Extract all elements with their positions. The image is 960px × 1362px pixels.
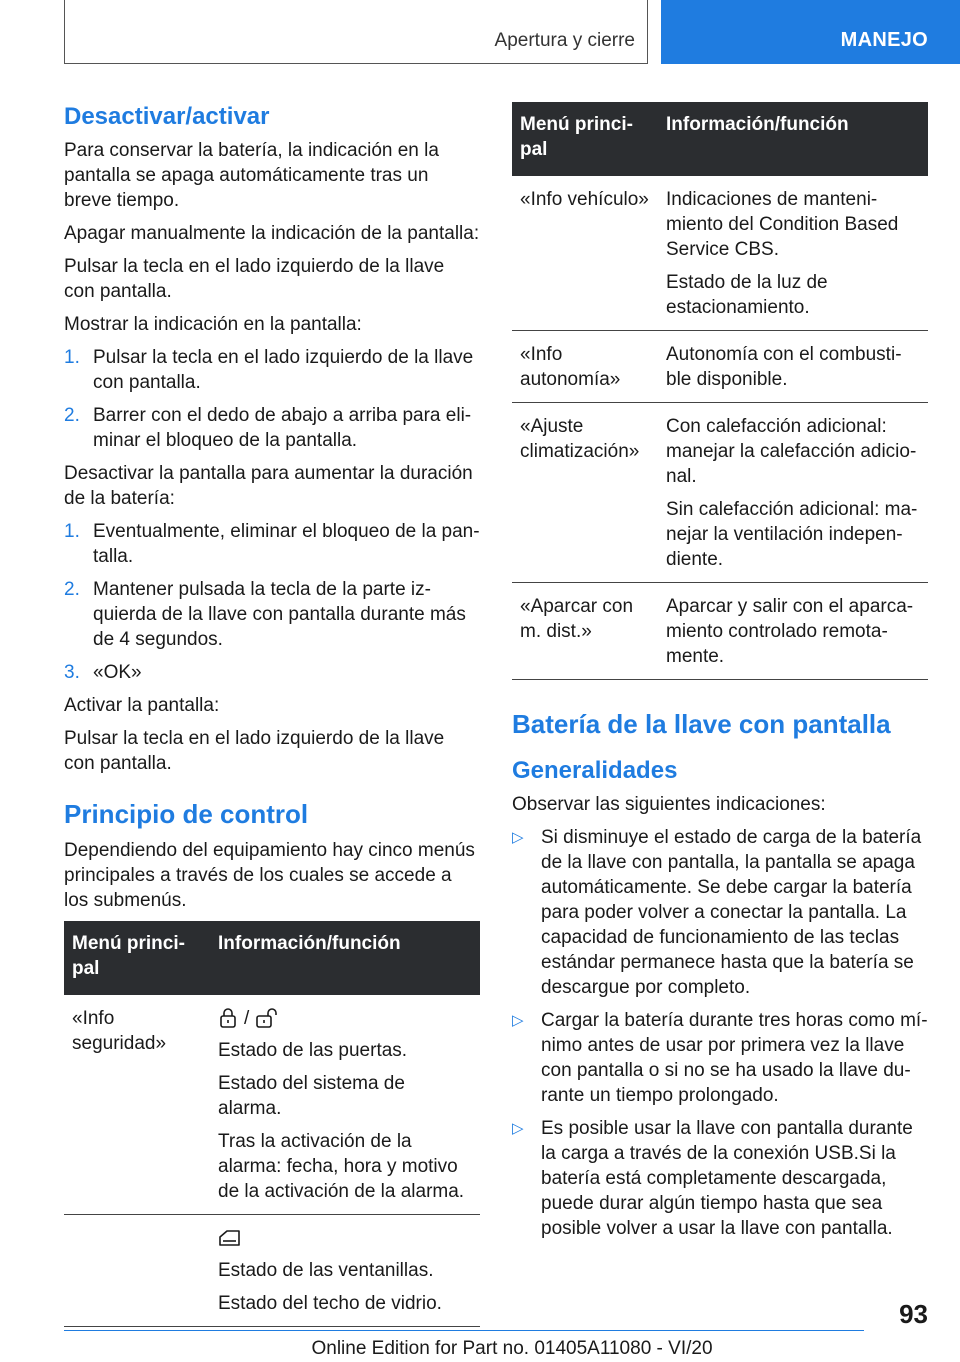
cell-line: Estado del sistema de alarma. bbox=[218, 1073, 405, 1119]
header-chapter-tab bbox=[661, 0, 960, 64]
table-header-menu: Menú principal bbox=[512, 102, 658, 176]
cell-line: Autonomía con el combustible disponible. bbox=[666, 344, 902, 390]
section-title: Apertura y cierre bbox=[494, 30, 635, 51]
list-item: ▷ Es posible usar la llave con pantalla durante la carga a través de la conexión USB.Si la batería está completamente descargada, puede durar algún tiempo hasta que sea posible volver a usar la llave con pantalla. bbox=[512, 1118, 913, 1239]
list-item: ▷ Si disminuye el estado de carga de la batería de la llave con pantalla, la pantalla se apaga automáticamente. Se debe cargar la batería para poder volver a conectar la pantalla. La capacidad de funcionamiento de las teclas estándar permanece hasta que la batería se descargue por completo. bbox=[512, 827, 922, 998]
heading-general: Generalidades bbox=[512, 757, 678, 784]
lock-open-icon bbox=[255, 1007, 279, 1029]
paragraph: Para conservar la batería, la indicación en la pantalla se apaga automáticamente tras un breve tiempo. bbox=[64, 140, 439, 211]
table-cell-info bbox=[658, 331, 928, 403]
heading-control-principle: Principio de control bbox=[64, 799, 309, 829]
list-item: 3. «OK» bbox=[64, 662, 142, 683]
cell-line: Estado de la luz de estacionamiento. bbox=[666, 272, 828, 318]
table-row bbox=[64, 1215, 480, 1327]
notes-list bbox=[512, 825, 928, 1241]
list-item: ▷ Cargar la batería durante tres horas como mínimo antes de usar por primera vez la llave con pantalla o si no se ha usado la llave durante un tiempo prolongado. bbox=[512, 1010, 928, 1106]
chapter-title: MANEJO bbox=[840, 29, 928, 51]
table-cell-info bbox=[210, 1215, 480, 1327]
bullet-triangle-icon: ▷ bbox=[512, 1012, 524, 1029]
cell-line: Estado del techo de vidrio. bbox=[218, 1293, 442, 1314]
paragraph: Pulsar la tecla en el lado izquierdo de la llave con pantalla. bbox=[64, 728, 445, 774]
page-number: 93 bbox=[899, 1299, 928, 1329]
heading-deactivate: Desactivar/activar bbox=[64, 103, 270, 130]
table-header-info: Información/función bbox=[210, 921, 480, 995]
table-cell-menu: «Info autonomía» bbox=[512, 331, 658, 403]
bullet-triangle-icon: ▷ bbox=[512, 1120, 524, 1137]
table-cell-menu: «Ajuste climatización» bbox=[512, 403, 658, 583]
window-icon-group bbox=[218, 1226, 472, 1250]
bullet-triangle-icon: ▷ bbox=[512, 829, 524, 846]
cell-line: Sin calefacción adicional: manejar la ventilación independiente. bbox=[666, 499, 918, 570]
cell-line: Indicaciones de mantenimiento del Condition Based Service CBS. bbox=[666, 189, 899, 260]
cell-line: Aparcar y salir con el aparcamiento controlado remotamente. bbox=[666, 596, 914, 667]
table-header-info: Información/función bbox=[658, 102, 928, 176]
paragraph: Observar las siguientes indicaciones: bbox=[512, 794, 826, 815]
lock-closed-icon bbox=[218, 1007, 238, 1029]
paragraph: Pulsar la tecla en el lado izquierdo de la llave con pantalla. bbox=[64, 256, 445, 302]
paragraph: Activar la pantalla: bbox=[64, 695, 220, 716]
list-item: 2. Mantener pulsada la tecla de la parte izquierda de la llave con pantalla durante más de 4 segundos. bbox=[64, 579, 466, 650]
table-row bbox=[512, 176, 928, 331]
cell-line: Estado de las puertas. bbox=[218, 1040, 408, 1061]
paragraph: Dependiendo del equipamiento hay cinco menús principales a través de los cuales se accede a los submenús. bbox=[64, 840, 475, 911]
table-cell-menu: «Info vehículo» bbox=[512, 176, 658, 331]
list-item: 1. Eventualmente, eliminar el bloqueo de la pantalla. bbox=[64, 521, 480, 567]
table-row bbox=[512, 331, 928, 403]
table-row bbox=[512, 583, 928, 680]
paragraph: Mostrar la indicación en la pantalla: bbox=[64, 314, 362, 335]
cell-line: Estado de las ventanillas. bbox=[218, 1260, 434, 1281]
icon-separator: / bbox=[244, 1007, 250, 1029]
footer-divider bbox=[64, 1330, 864, 1331]
list-item: 2. Barrer con el dedo de abajo a arriba para eliminar el bloqueo de la pantalla. bbox=[64, 405, 472, 451]
list-item: 1. Pulsar la tecla en el lado izquierdo de la llave con pantalla. bbox=[64, 347, 474, 393]
table-cell-info bbox=[210, 995, 480, 1215]
car-window-icon bbox=[218, 1228, 242, 1248]
menu-table-right bbox=[512, 102, 928, 680]
paragraph: Desactivar la pantalla para aumentar la duración de la batería: bbox=[64, 463, 473, 509]
lock-icons-group bbox=[218, 1006, 472, 1030]
footer-edition: Online Edition for Part no. 01405A11080 - VI/20 bbox=[311, 1338, 713, 1359]
table-header-menu: Menú principal bbox=[64, 921, 210, 995]
cell-line: Con calefacción adicional: manejar la calefacción adicional. bbox=[666, 416, 917, 487]
table-row bbox=[64, 995, 480, 1215]
table-cell-info bbox=[658, 176, 928, 331]
heading-key-battery: Batería de la llave con pantalla bbox=[512, 709, 891, 739]
header-section-box bbox=[64, 0, 648, 64]
right-column bbox=[512, 102, 928, 1249]
steps-list-deactivate bbox=[64, 519, 480, 685]
paragraph: Apagar manualmente la indicación de la pantalla: bbox=[64, 223, 480, 244]
table-cell-info bbox=[658, 583, 928, 680]
cell-line: Tras la activación de la alarma: fecha, hora y motivo de la activación de la alarma. bbox=[218, 1131, 465, 1202]
steps-list-show bbox=[64, 345, 480, 453]
table-cell-menu-empty bbox=[64, 1215, 210, 1327]
table-cell-menu: «Info seguridad» bbox=[64, 995, 210, 1215]
left-column bbox=[64, 102, 480, 1327]
menu-table-left bbox=[64, 921, 480, 1327]
table-cell-menu: «Aparcar con m. dist.» bbox=[512, 583, 658, 680]
table-cell-info bbox=[658, 403, 928, 583]
table-row bbox=[512, 403, 928, 583]
